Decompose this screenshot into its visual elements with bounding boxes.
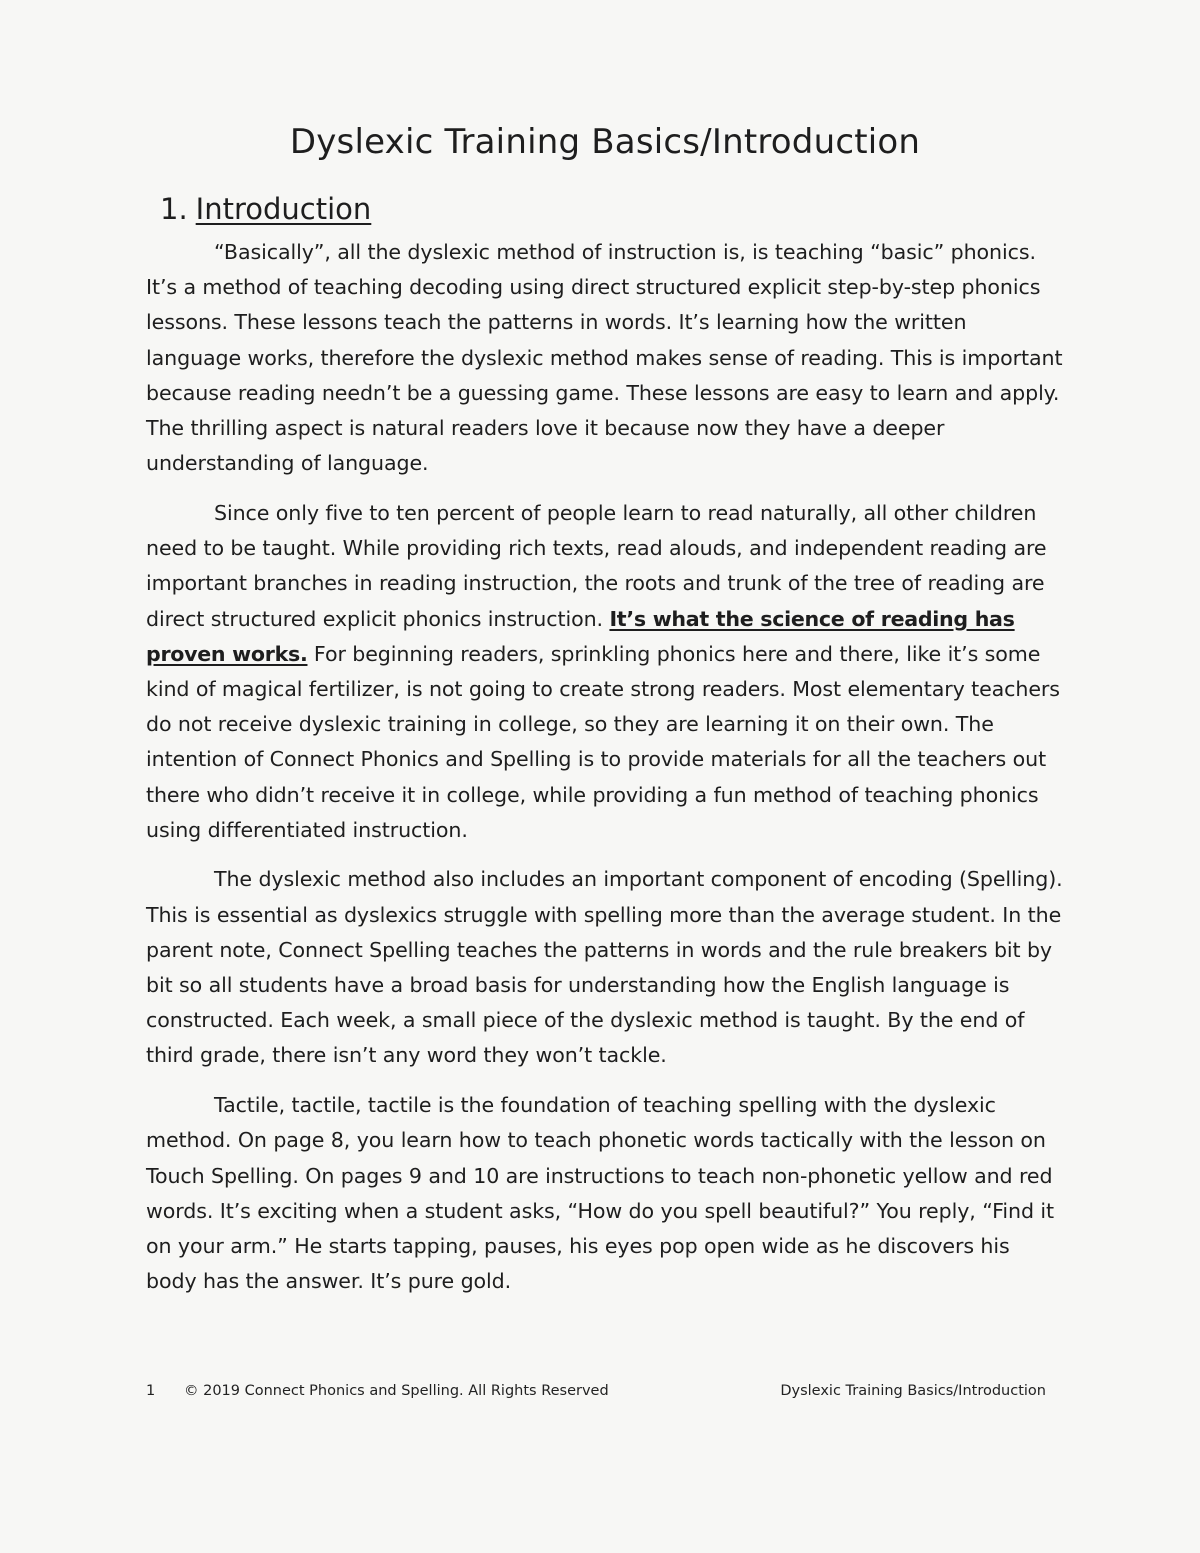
paragraph-4: Tactile, tactile, tactile is the foundation of teaching spelling with the dyslexic method. On page 8, you learn how to teach phonetic words tactically with the lesson on Touch Spelling. On pages 9 and 10 are instructions to teach non-phonetic yellow and red words. It’s exciting when a student asks, “How do you spell beautiful?” You reply, “Find it on your arm.” He starts tapping, pauses, his eyes pop open wide as he discovers his body has the answer. It’s pure gold. [146, 1093, 1054, 1294]
footer-running-title: Dyslexic Training Basics/Introduction [780, 1383, 1046, 1399]
paragraph-2 [146, 496, 1066, 848]
paragraph-2-emphasis: It’s what the science of reading has proven works. [146, 606, 1015, 666]
section-number: 1. [160, 192, 188, 226]
footer-copyright: © 2019 Connect Phonics and Spelling. All Rights Reserved [184, 1383, 609, 1399]
page-title: Dyslexic Training Basics/Introduction [289, 122, 921, 162]
section-heading [160, 192, 371, 226]
body-text [146, 235, 1066, 1299]
page-footer [146, 1383, 1046, 1403]
paragraph-2-text-before: Since only five to ten percent of people learn to read naturally, all other children need to be taught. While providing rich texts, read alouds, and independent reading are important branches in reading instruction, the roots and trunk of the tree of reading are direct structured explicit phonics instruction. [146, 500, 1047, 631]
paragraph-3: The dyslexic method also includes an important component of encoding (Spelling). This is essential as dyslexics struggle with spelling more than the average student. In the parent note, Connect Spelling teaches the patterns in words and the rule breakers bit by bit so all students have a broad basis for understanding how the English language is constructed. Each week, a small piece of the dyslexic method is taught. By the end of third grade, there isn’t any word they won’t tackle. [146, 867, 1063, 1068]
paragraph-2-text-after: For beginning readers, sprinkling phonics here and there, like it’s some kind of magical fertilizer, is not going to create strong readers. Most elementary teachers do not receive dyslexic training in college, so they are learning it on their own. The intention of Connect Phonics and Spelling is to provide materials for all the teachers out there who didn’t receive it in college, while providing a fun method of teaching phonics using differentiated instruction. [146, 641, 1060, 842]
section-heading-label: Introduction [195, 192, 372, 226]
paragraph-1: “Basically”, all the dyslexic method of instruction is, is teaching “basic” phonics. It’s a method of teaching decoding using direct structured explicit step-by-step phonics lessons. These lessons teach the patterns in words. It’s learning how the written language works, therefore the dyslexic method makes sense of reading. This is important because reading needn’t be a guessing game. These lessons are easy to learn and apply. The thrilling aspect is natural readers love it because now they have a deeper understanding of language. [146, 240, 1063, 476]
footer-page-number: 1 [146, 1383, 156, 1399]
